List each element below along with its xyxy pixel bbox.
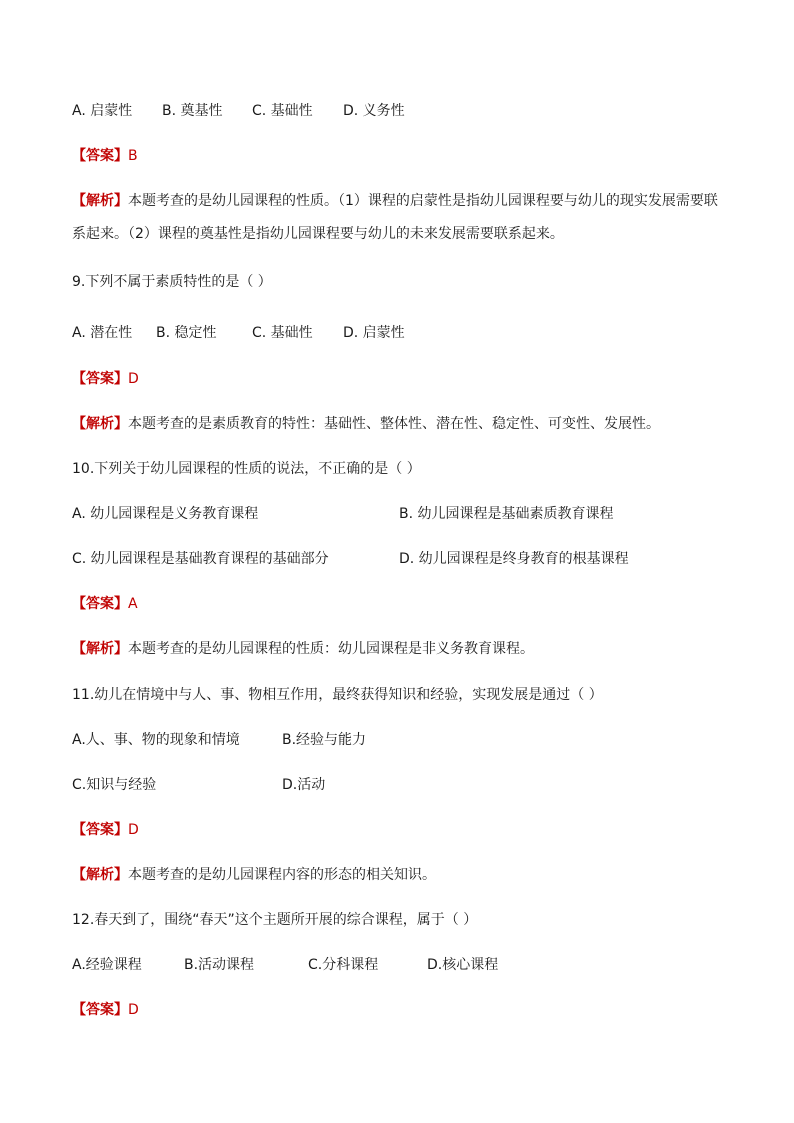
q11-option-d: D.活动 bbox=[282, 777, 326, 793]
q10-option-b: B. 幼儿园课程是基础素质教育课程 bbox=[399, 506, 614, 522]
q11-option-b: B.经验与能力 bbox=[282, 732, 367, 748]
q12-option-b: B.活动课程 bbox=[184, 957, 255, 973]
answer-value: D bbox=[128, 1002, 139, 1018]
q11-option-a: A.人、事、物的现象和情境 bbox=[72, 732, 240, 748]
explanation-label: 【解析】 bbox=[72, 193, 128, 209]
q11-explanation bbox=[72, 865, 436, 885]
q12-question: 12.春天到了，围绕“春天”这个主题所开展的综合课程，属于（ ） bbox=[72, 912, 478, 928]
q8-explanation-line2 bbox=[72, 224, 564, 244]
answer-label: 【答案】 bbox=[72, 1002, 128, 1018]
q11-option-c: C.知识与经验 bbox=[72, 777, 157, 793]
q8-option-d: D. 义务性 bbox=[343, 103, 405, 119]
q10-answer bbox=[72, 594, 138, 614]
q10-option-d: D. 幼儿园课程是终身教育的根基课程 bbox=[399, 551, 629, 567]
q11-answer bbox=[72, 820, 139, 840]
q8-answer bbox=[72, 146, 138, 166]
q9-option-a: A. 潜在性 bbox=[72, 325, 133, 341]
q9-question: 9.下列不属于素质特性的是（ ） bbox=[72, 274, 272, 290]
q8-option-c: C. 基础性 bbox=[252, 103, 313, 119]
q9-option-d: D. 启蒙性 bbox=[343, 325, 405, 341]
answer-label: 【答案】 bbox=[72, 148, 128, 164]
q8-option-b: B. 奠基性 bbox=[162, 103, 223, 119]
q9-option-b: B. 稳定性 bbox=[156, 325, 217, 341]
q8-option-a: A. 启蒙性 bbox=[72, 103, 133, 119]
q9-answer bbox=[72, 369, 139, 389]
q10-explanation bbox=[72, 639, 534, 659]
explanation-text: 本题考查的是素质教育的特性：基础性、整体性、潜在性、稳定性、可变性、发展性。 bbox=[128, 416, 660, 432]
q10-option-a: A. 幼儿园课程是义务教育课程 bbox=[72, 506, 259, 522]
q8-explanation-line1 bbox=[72, 191, 718, 211]
answer-value: D bbox=[128, 371, 139, 387]
q12-answer bbox=[72, 1000, 139, 1020]
explanation-label: 【解析】 bbox=[72, 641, 128, 657]
explanation-label: 【解析】 bbox=[72, 416, 128, 432]
answer-label: 【答案】 bbox=[72, 822, 128, 838]
answer-label: 【答案】 bbox=[72, 596, 128, 612]
explanation-text: 本题考查的是幼儿园课程的性质。（1）课程的启蒙性是指幼儿园课程要与幼儿的现实发展需要联 bbox=[128, 193, 718, 209]
answer-value: B bbox=[128, 148, 138, 164]
q11-question: 11.幼儿在情境中与人、事、物相互作用，最终获得知识和经验，实现发展是通过（ ） bbox=[72, 687, 603, 703]
explanation-text: 系起来。（2）课程的奠基性是指幼儿园课程要与幼儿的未来发展需要联系起来。 bbox=[72, 226, 564, 242]
explanation-text: 本题考查的是幼儿园课程的性质：幼儿园课程是非义务教育课程。 bbox=[128, 641, 534, 657]
q12-option-d: D.核心课程 bbox=[427, 957, 499, 973]
q12-option-c: C.分科课程 bbox=[308, 957, 379, 973]
q10-question: 10.下列关于幼儿园课程的性质的说法，不正确的是（ ） bbox=[72, 461, 421, 477]
q9-explanation bbox=[72, 414, 660, 434]
answer-value: A bbox=[128, 596, 138, 612]
q10-option-c: C. 幼儿园课程是基础教育课程的基础部分 bbox=[72, 551, 329, 567]
explanation-label: 【解析】 bbox=[72, 867, 128, 883]
q12-option-a: A.经验课程 bbox=[72, 957, 142, 973]
answer-label: 【答案】 bbox=[72, 371, 128, 387]
explanation-text: 本题考查的是幼儿园课程内容的形态的相关知识。 bbox=[128, 867, 436, 883]
answer-value: D bbox=[128, 822, 139, 838]
q9-option-c: C. 基础性 bbox=[252, 325, 313, 341]
